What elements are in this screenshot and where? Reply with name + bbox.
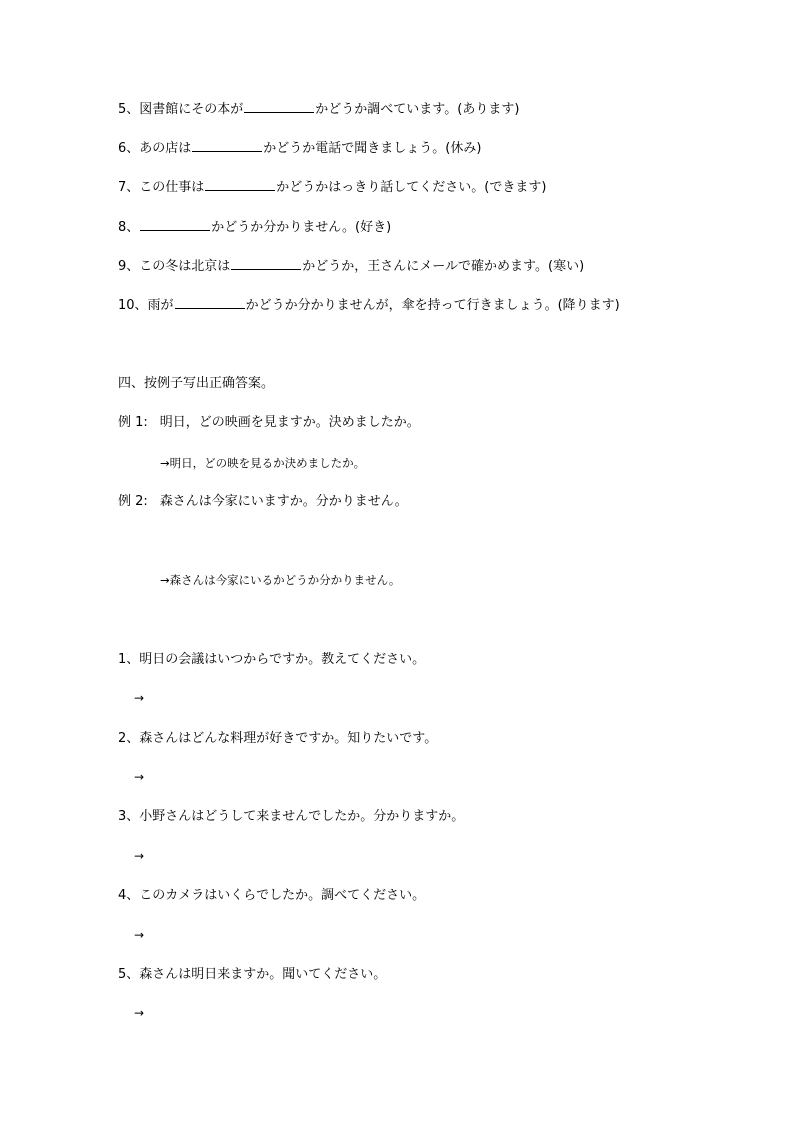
question-5 <box>118 966 386 984</box>
fill-item-text-before: 図書館にその本が <box>139 102 244 117</box>
fill-item-number: 10、 <box>118 298 148 313</box>
example-1-answer: →明日，どの映を見るか決めましたか。 <box>160 456 366 470</box>
question-3 <box>118 808 464 826</box>
example-label: 例 2: <box>118 494 148 509</box>
fill-item-text-after: かどうか分かりませんが，傘を持って行きましょう。(降ります) <box>245 298 620 313</box>
question-number: 4、 <box>118 888 140 903</box>
example-1 <box>118 414 420 432</box>
fill-item-5 <box>118 100 519 119</box>
fill-item-text-after: かどうか調べています。(あります) <box>315 102 520 117</box>
question-text: 森さんはどんな料理が好きですか。知りたいです。 <box>139 731 438 746</box>
question-number: 3、 <box>118 809 140 824</box>
fill-item-number: 8、 <box>118 220 140 235</box>
fill-item-number: 5、 <box>118 102 140 117</box>
fill-item-10 <box>118 296 620 315</box>
fill-item-number: 7、 <box>118 180 140 195</box>
fill-item-text-before: あの店は <box>139 141 192 156</box>
example-label: 例 1: <box>118 415 148 430</box>
fill-item-text-after: かどうか分かりません。(好き) <box>211 220 392 235</box>
fill-item-text-before: 雨が <box>147 298 174 313</box>
answer-arrow: → <box>134 849 145 863</box>
fill-item-text-before: この冬は北京は <box>139 259 231 274</box>
fill-item-text-before: この仕事は <box>139 180 205 195</box>
fill-item-text-after: かどうか電話で聞きましょう。(休み) <box>263 141 482 156</box>
fill-item-7 <box>118 178 546 197</box>
question-number: 2、 <box>118 731 140 746</box>
fill-item-number: 9、 <box>118 259 140 274</box>
answer-arrow: → <box>134 928 145 942</box>
example-2 <box>118 493 408 511</box>
answer-blank[interactable] <box>192 139 262 152</box>
question-text: このカメラはいくらでしたか。調べてください。 <box>139 888 426 903</box>
question-4 <box>118 887 425 905</box>
example-2-answer: →森さんは今家にいるかどうか分かりません。 <box>160 573 401 587</box>
answer-blank[interactable] <box>140 218 210 231</box>
fill-item-number: 6、 <box>118 141 140 156</box>
answer-blank[interactable] <box>175 296 245 309</box>
fill-item-9 <box>118 257 584 276</box>
answer-blank[interactable] <box>244 100 314 113</box>
example-question: 明日，どの映画を見ますか。決めましたか。 <box>159 415 420 430</box>
fill-item-text-after: かどうか，王さんにメールで確かめます。(寒い) <box>302 259 585 274</box>
question-number: 5、 <box>118 967 140 982</box>
fill-item-6 <box>118 139 481 158</box>
answer-arrow: → <box>134 691 145 705</box>
question-text: 明日の会議はいつからですか。教えてください。 <box>139 652 426 667</box>
question-text: 小野さんはどうして来ませんでしたか。分かりますか。 <box>139 809 465 824</box>
question-2 <box>118 730 437 748</box>
answer-arrow: → <box>134 770 145 784</box>
fill-item-text-after: かどうかはっきり話してください。(できます) <box>276 180 547 195</box>
fill-item-8 <box>118 218 391 237</box>
example-question: 森さんは今家にいますか。分かりません。 <box>159 494 408 509</box>
answer-blank[interactable] <box>205 178 275 191</box>
question-number: 1、 <box>118 652 140 667</box>
answer-blank[interactable] <box>231 257 301 270</box>
question-1 <box>118 651 425 669</box>
answer-arrow: → <box>134 1006 145 1020</box>
section-heading: 四、按例子写出正确答案。 <box>118 376 275 391</box>
question-text: 森さんは明日来ますか。聞いてください。 <box>139 967 387 982</box>
